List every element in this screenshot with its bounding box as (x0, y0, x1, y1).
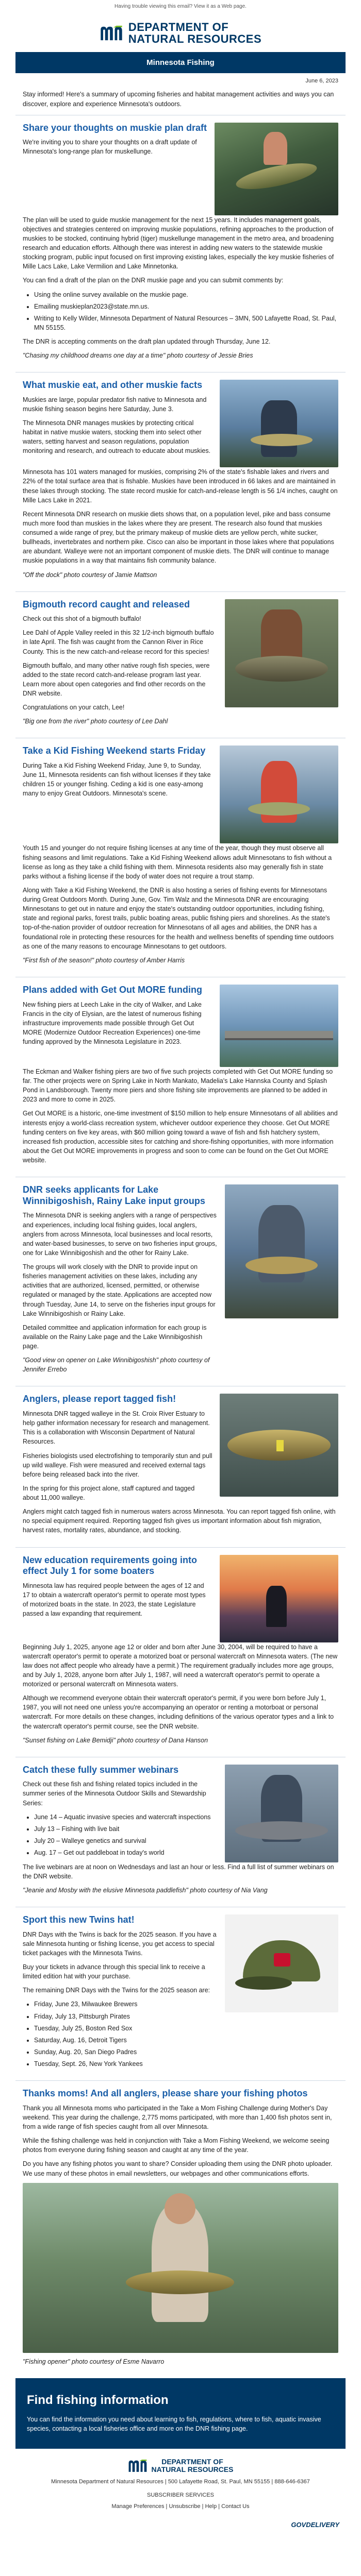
section-title[interactable]: Plans added with Get Out MORE funding (23, 984, 202, 995)
find-info-block (15, 2378, 346, 2449)
photo-caption: "Fishing opener" photo courtesy of Esme Navarro (23, 2358, 165, 2365)
section-title[interactable]: New education requirements going into effect July 1 for some boaters (23, 1554, 198, 1577)
paragraph: The DNR is accepting comments on the draft plan updated through Thursday, June 12. (23, 338, 271, 345)
section-title[interactable]: What muskie eat, and other muskie facts (23, 380, 203, 391)
list-item[interactable]: • Emailing muskieplan2023@state.mn.us. (34, 302, 338, 311)
section-input-groups (15, 1177, 346, 1386)
list-item: • Friday, July 13, Pittsburgh Pirates (34, 2012, 218, 2021)
header-logo[interactable] (15, 15, 346, 52)
section-title[interactable]: DNR seeks applicants for Lake Winnibigoshish, Rainy Lake input groups (23, 1184, 205, 1206)
sunset-photo (220, 1555, 338, 1642)
paragraph: Congratulations on your catch, Lee! (23, 704, 125, 711)
webinar-list (34, 1812, 218, 1858)
paragraph: Thank you all Minnesota moms who participated in the Take a Mom Fishing Challenge during Mother's Day weekend. This year during the challenge, 2,775 moms participated, with more than 1,400 fish photos sent in, from a wide range of fish species caught from all over Minnesota. (23, 2104, 332, 2131)
paragraph: While the fishing challenge was held in conjunction with Take a Mom Fishing Weekend, we welcome seeing photos from everyone during fishing season and caught at any time of the year. (23, 2137, 330, 2154)
photo-caption: "Sunset fishing on Lake Bemidji" photo courtesy of Dana Hanson (23, 1736, 208, 1744)
paragraph: We're inviting you to share your thoughts on a draft update of Minnesota's long-range plan for muskellunge. (23, 139, 197, 156)
paragraph: Fisheries biologists used electrofishing to temporarily stun and pull up wild walleye. Fish were measured and received external tags before being released back into the river. (23, 1452, 212, 1478)
paragraph: Minnesota has 101 waters managed for muskies, comprising 2% of the state's fishable lakes and rivers and 22% of the total surface area that is fishable. Muskies have been introduced in 66 lakes and are maintained in these lakes through stocking. The state record muskie for catch-and-release length is 56 1/4 inches, caught on Mille Lacs Lake in 2021. (23, 468, 338, 504)
paragraph: New fishing piers at Leech Lake in the city of Walker, and Lake Francis in the city of Elysian, are the latest of numerous fishing infrastructure improvements made possible through Get Out MORE (Modernize Outdoor Recreation Experiences) one-time funding approved by the Minnesota Legislature in 2023. (23, 1001, 202, 1046)
paragraph: DNR Days with the Twins is back for the 2025 season. If you have a sale Minnesota hunting or fishing license, you get access to special ticket packages with the Minnesota Twins. (23, 1930, 217, 1957)
list-item: • Saturday, Aug. 16, Detroit Tigers (34, 2036, 218, 2045)
paragraph: The Minnesota DNR is seeking anglers with a range of perspectives and experiences, including local fishing guides, local anglers, anglers from across Minnesota, local businesses and local resorts, and water-based businesses, to serve on two fisheries input groups, one for Lake Winnibigoshish and the other for Rainy Lake. (23, 1212, 217, 1257)
section-title[interactable]: Share your thoughts on muskie plan draft (23, 122, 207, 133)
paragraph: The live webinars are at noon on Wednesdays and last an hour or less. Find a full list of summer webinars on the DNR website. (23, 1863, 334, 1880)
comment-methods-list (34, 290, 338, 333)
paragraph: Anglers might catch tagged fish in numerous waters across Minnesota. You can report tagged fish online, with no special equipment required. Reporting tagged fish gives us important information about fish migration, harvest rates, mortality rates, abundance, and stocking. (23, 1508, 336, 1534)
list-item: • July 13 – Fishing with live bait (34, 1824, 218, 1834)
photo-caption: "Chasing my childhood dreams one day at a time" photo courtesy of Jessie Bries (23, 352, 253, 360)
paragraph: In the spring for this project alone, staff captured and tagged about 11,000 walleye. (23, 1484, 195, 1501)
footer-links[interactable]: Manage Preferences | Unsubscribe | Help | Contact Us (111, 2503, 250, 2510)
section-tagged-fish (15, 1386, 346, 1547)
paddlefish-photo (225, 1765, 338, 1862)
paragraph: Youth 15 and younger do not require fishing licenses at any time of the year, though they must observe all fishing seasons and limit regulations. Take a Kid Fishing Weekend allows adult Minnesotans to fish without a license as long as they take a child fishing with them. Minnesota residents also may generally fish in state parks without a fishing license if the body of water does not require a trout stamp. (23, 844, 332, 880)
list-item: • Tuesday, July 25, Boston Red Sox (34, 2024, 218, 2033)
paragraph: The Minnesota DNR manages muskies by protecting critical habitat in native muskie waters, stocking them into select other waters, setting harvest and season regulations, population monitoring and research, and outreach to educate about muskies. (23, 419, 211, 455)
muskie-photo (215, 123, 338, 215)
logo-line-2: NATURAL RESOURCES (128, 32, 262, 45)
govdelivery-logo[interactable]: GOVDELIVERY (291, 2521, 339, 2529)
paragraph: Minnesota DNR tagged walleye in the St. Croix River Estuary to help gather information necessary for research and management. This is a collaboration with Wisconsin Department of Natural Resources. (23, 1410, 210, 1446)
paragraph: Beginning July 1, 2025, anyone age 12 or older and born after June 30, 2004, will be required to have a watercraft operator's permit to operate a motorized boat or personal watercraft on Minnesota waters. (The new law does not affect people who already have a permit.) The requirement gradually includes more age groups, and by July 1, 2028, anyone born after July 1, 1987, will need a watercraft operator's permit to operate a motorized or personal watercraft on Minnesota waters. (23, 1643, 338, 1688)
kid-fish-photo (220, 745, 338, 843)
paragraph: The Eckman and Walker fishing piers are two of five such projects completed with Get Out MORE funding so far. The other projects were on Spring Lake in North Mankato, Madelia's Lake Hannska County and Splash Pond in Landsborough. Twenty more piers and shore fishing site improvements are planned to be added in 2023 and more to come in 2025. (23, 1067, 333, 1104)
paragraph: Minnesota law has required people between the ages of 12 and 17 to obtain a watercraft operator's permit to operate most types of motorized boats in the state. In 2023, the state Legislature passed a law expanding that requirement. (23, 1582, 206, 1618)
section-summer-webinars (15, 1757, 346, 1907)
paragraph: Recent Minnesota DNR research on muskie diets shows that, on a population level, pike and bass consume much more food than muskies in the lakes where they are present. The research also found that muskies consumed a wide range of prey, but the primary makeup of muskie diets are yellow perch, white sucker, bullheads, invertebrates and northern pike. Cisco can also be important in those lakes where that populations are abundant. Walleye were not an important component of muskie diets. The DNR will continue to manage muskie populations in a way that maintains fish community balance. (23, 510, 334, 565)
section-title[interactable]: Catch these fully summer webinars (23, 1764, 179, 1775)
section-education-requirements (15, 1547, 346, 1757)
list-item: • Tuesday, Sept. 26, New York Yankees (34, 2059, 218, 2069)
logo-text (128, 21, 261, 45)
paragraph: Do you have any fishing photos you want to share? Consider uploading them using the DNR photo uploader. We use many of these photos in email newsletters, our webpages and other communications efforts. (23, 2160, 333, 2177)
footer (15, 2449, 346, 2517)
paragraph: Get Out MORE is a historic, one-time investment of $150 million to help ensure Minnesotans of all abilities and interests enjoy a world-class recreation system, whichever outdoor experience they choose. Get Out MORE funding centers on five key areas, with $60 million going toward a wave of fish and fish hatchery system, increased fish production, accessible sites for catching and shore-fishing opportunities, with more information about the Get Out MORE improvements in progress and soon to come can be found on the Get Out MORE website. (23, 1110, 338, 1164)
subscriber-services-label: SUBSCRIBER SERVICES (146, 2492, 214, 2499)
photo-caption: "Big one from the river" photo courtesy of Lee Dahl (23, 718, 168, 725)
paragraph: Muskies are large, popular predator fish native to Minnesota and muskie fishing season begins here Saturday, June 3. (23, 396, 207, 413)
issue-date: June 6, 2023 (305, 78, 338, 84)
section-title[interactable]: Bigmouth record caught and released (23, 599, 190, 609)
section-muskie-facts (15, 372, 346, 591)
email-container (15, 15, 346, 2535)
photo-caption: "Off the dock" photo courtesy of Jamie Mattson (23, 571, 157, 579)
paragraph: During Take a Kid Fishing Weekend Friday, June 9, to Sunday, June 11, Minnesota residents can fish without licenses if they take children 15 or younger fishing. Ceding a kid is one easy-among many to enjoy Great Outdoors. Minnesota's scene. (23, 762, 211, 798)
section-title[interactable]: Thanks moms! And all anglers, please share your fishing photos (23, 2088, 308, 2099)
list-item: • Aug. 17 – Get out paddleboat in today's world (34, 1848, 218, 1857)
paragraph: Bigmouth buffalo, and many other native rough fish species, were added to the state record catch-and-release program last year. Learn more about open categories and find other records on the DNR website. (23, 662, 210, 698)
section-title[interactable]: Take a Kid Fishing Weekend starts Friday (23, 745, 206, 756)
paragraph: Although we recommend everyone obtain their watercraft operator's permit, if you were born before July 1, 1987, you will not need one unless you're accompanying an operator or renting a motorboat or personal watercraft. For more details on these changes, including definitions of the various operator types and a link to the watercraft operator's permit course, see the DNR website. (23, 1694, 334, 1730)
list-item[interactable]: • Using the online survey available on the muskie page. (34, 290, 338, 299)
list-item: • Friday, June 23, Milwaukee Brewers (34, 1999, 218, 2009)
logo-line-1: DEPARTMENT OF (128, 20, 229, 33)
paragraph: Lee Dahl of Apple Valley reeled in this 32 1/2-inch bigmouth buffalo in late April. The fish was caught from the Cannon River in Rice County. This is the new catch-and-release record for this species! (23, 629, 214, 655)
photo-caption: "Jeanie and Mosby with the elusive Minnesota paddlefish" photo courtesy of Nia Vang (23, 1887, 268, 1894)
paragraph: Detailed committee and application information for each group is available on the Rainy Lake page and the Lake Winnibigoshish page. (23, 1324, 207, 1350)
photo-caption: "Good view on opener on Lake Winnibigoshish" photo courtesy of Jennifer Errebo (23, 1357, 210, 1374)
paragraph: The plan will be used to guide muskie management for the next 15 years. It includes management goals, objectives and strategies centered on improving muskie populations, refining approaches to the production of muskies to be stocked, continuing hybrid (tiger) muskellunge management in the metro area, and broadening research and education efforts. Although there was interest in adding new waters to the statewide muskie stocking program, public input focused on first improving existing lakes, especially the key muskie fisheries of Mille Lacs Lake, Lake Vermilion and Lake Minnetonka. (23, 216, 334, 270)
footer-logo[interactable] (21, 2458, 340, 2473)
dnr-logo-icon (100, 25, 123, 41)
dnr-logo-icon (128, 2459, 147, 2473)
section-title[interactable]: Anglers, please report tagged fish! (23, 1394, 176, 1404)
section-get-out-more (15, 977, 346, 1177)
logo-line-2: NATURAL RESOURCES (151, 2465, 234, 2473)
org-address: 500 Lafayette Road, St. Paul, MN 55155 (168, 2479, 270, 2485)
photo-caption: "First fish of the season!" photo courtesy of Amber Harris (23, 956, 185, 964)
paragraph: You can find a draft of the plan on the DNR muskie page and you can submit comments by: (23, 277, 284, 284)
angler-photo (23, 2183, 338, 2353)
section-take-a-kid-fishing (15, 738, 346, 977)
section-twins-hat (15, 1907, 346, 2080)
tagged-walleye-photo (220, 1394, 338, 1497)
logo-line-1: DEPARTMENT OF (161, 2457, 223, 2466)
section-title[interactable]: Sport this new Twins hat! (23, 1914, 135, 1925)
fishing-pier-photo (220, 985, 338, 1067)
org-name: Minnesota Department of Natural Resources (51, 2479, 163, 2485)
game-list (34, 1999, 218, 2069)
intro-text: Stay informed! Here's a summary of upcoming fisheries and habitat management activities and ways you can discover, explore and experience Minnesota's outdoors. (23, 91, 334, 108)
newsletter-banner: Minnesota Fishing (15, 52, 346, 74)
footer-address: Minnesota Department of Natural Resources | 500 Lafayette Road, St. Paul, MN 55155 | 888-646-6367 (51, 2479, 310, 2485)
paragraph: Along with Take a Kid Fishing Weekend, the DNR is also hosting a series of fishing events for Minnesotans during Great Outdoors Month. During June, Gov. Tim Walz and the Minnesota DNR are encouraging Minnesotans to get out in nature and enjoy the state's outstanding outdoor opportunities, including fishing, state and regional parks, forest trails, public boating areas, public fishing piers and shorelines. As the state's top-of-the-nation provider of outdoor recreation for Minnesotans of all ages and abilities, the DNR has a foundational role in protecting these resources for the health and wellness benefits of spending time outdoors as one of the many reasons to encourage Minnesotans to get outdoors. (23, 886, 334, 950)
paragraph: Buy your tickets in advance through this special link to receive a limited edition hat with your purchase. (23, 1963, 205, 1980)
find-info-text: You can find the information you need about learning to fish, regulations, where to fish, aquatic invasive species, contacting a local fisheries office and more on the DNR fishing page. (27, 2415, 321, 2432)
paragraph: Check out this shot of a bigmouth buffalo! (23, 615, 141, 623)
paragraph: Check out these fish and fishing related topics included in the summer series of the Minnesota Outdoor Skills and Stewardship Series: (23, 1781, 206, 1807)
footer-logo-text (152, 2458, 234, 2473)
list-item: • Writing to Kelly Wilder, Minnesota Department of Natural Resources – 3MN, 500 Lafayette Road, St. Paul, MN 55155. (34, 314, 338, 332)
dock-photo (220, 380, 338, 467)
list-item: • June 14 – Aquatic invasive species and watercraft inspections (34, 1812, 218, 1822)
bigmouth-photo (225, 599, 338, 707)
twins-hat-photo (225, 1914, 338, 2012)
walleye-photo (225, 1184, 338, 1318)
paragraph: The remaining DNR Days with the Twins for the 2025 season are: (23, 1987, 210, 1994)
org-phone: 888-646-6367 (274, 2479, 310, 2485)
find-info-title[interactable]: Find fishing information (27, 2393, 169, 2407)
paragraph: The groups will work closely with the DNR to provide input on fisheries management activities on these lakes, including any activities that are authorized, licensed, permitted, or otherwise regulated or managed by the state. Applications are accepted now through Tuesday, June 14, to serve on the fisheries input groups for Lake Winnibigoshish or Rainy Lake. (23, 1263, 216, 1317)
section-share-photos (15, 2080, 346, 2378)
section-muskie-plan (15, 115, 346, 372)
section-bigmouth-record (15, 591, 346, 738)
list-item: • July 20 – Walleye genetics and survival (34, 1836, 218, 1845)
list-item: • Sunday, Aug. 20, San Diego Padres (34, 2047, 218, 2057)
preheader: Having trouble viewing this email? View it as a Web page. (114, 4, 247, 9)
